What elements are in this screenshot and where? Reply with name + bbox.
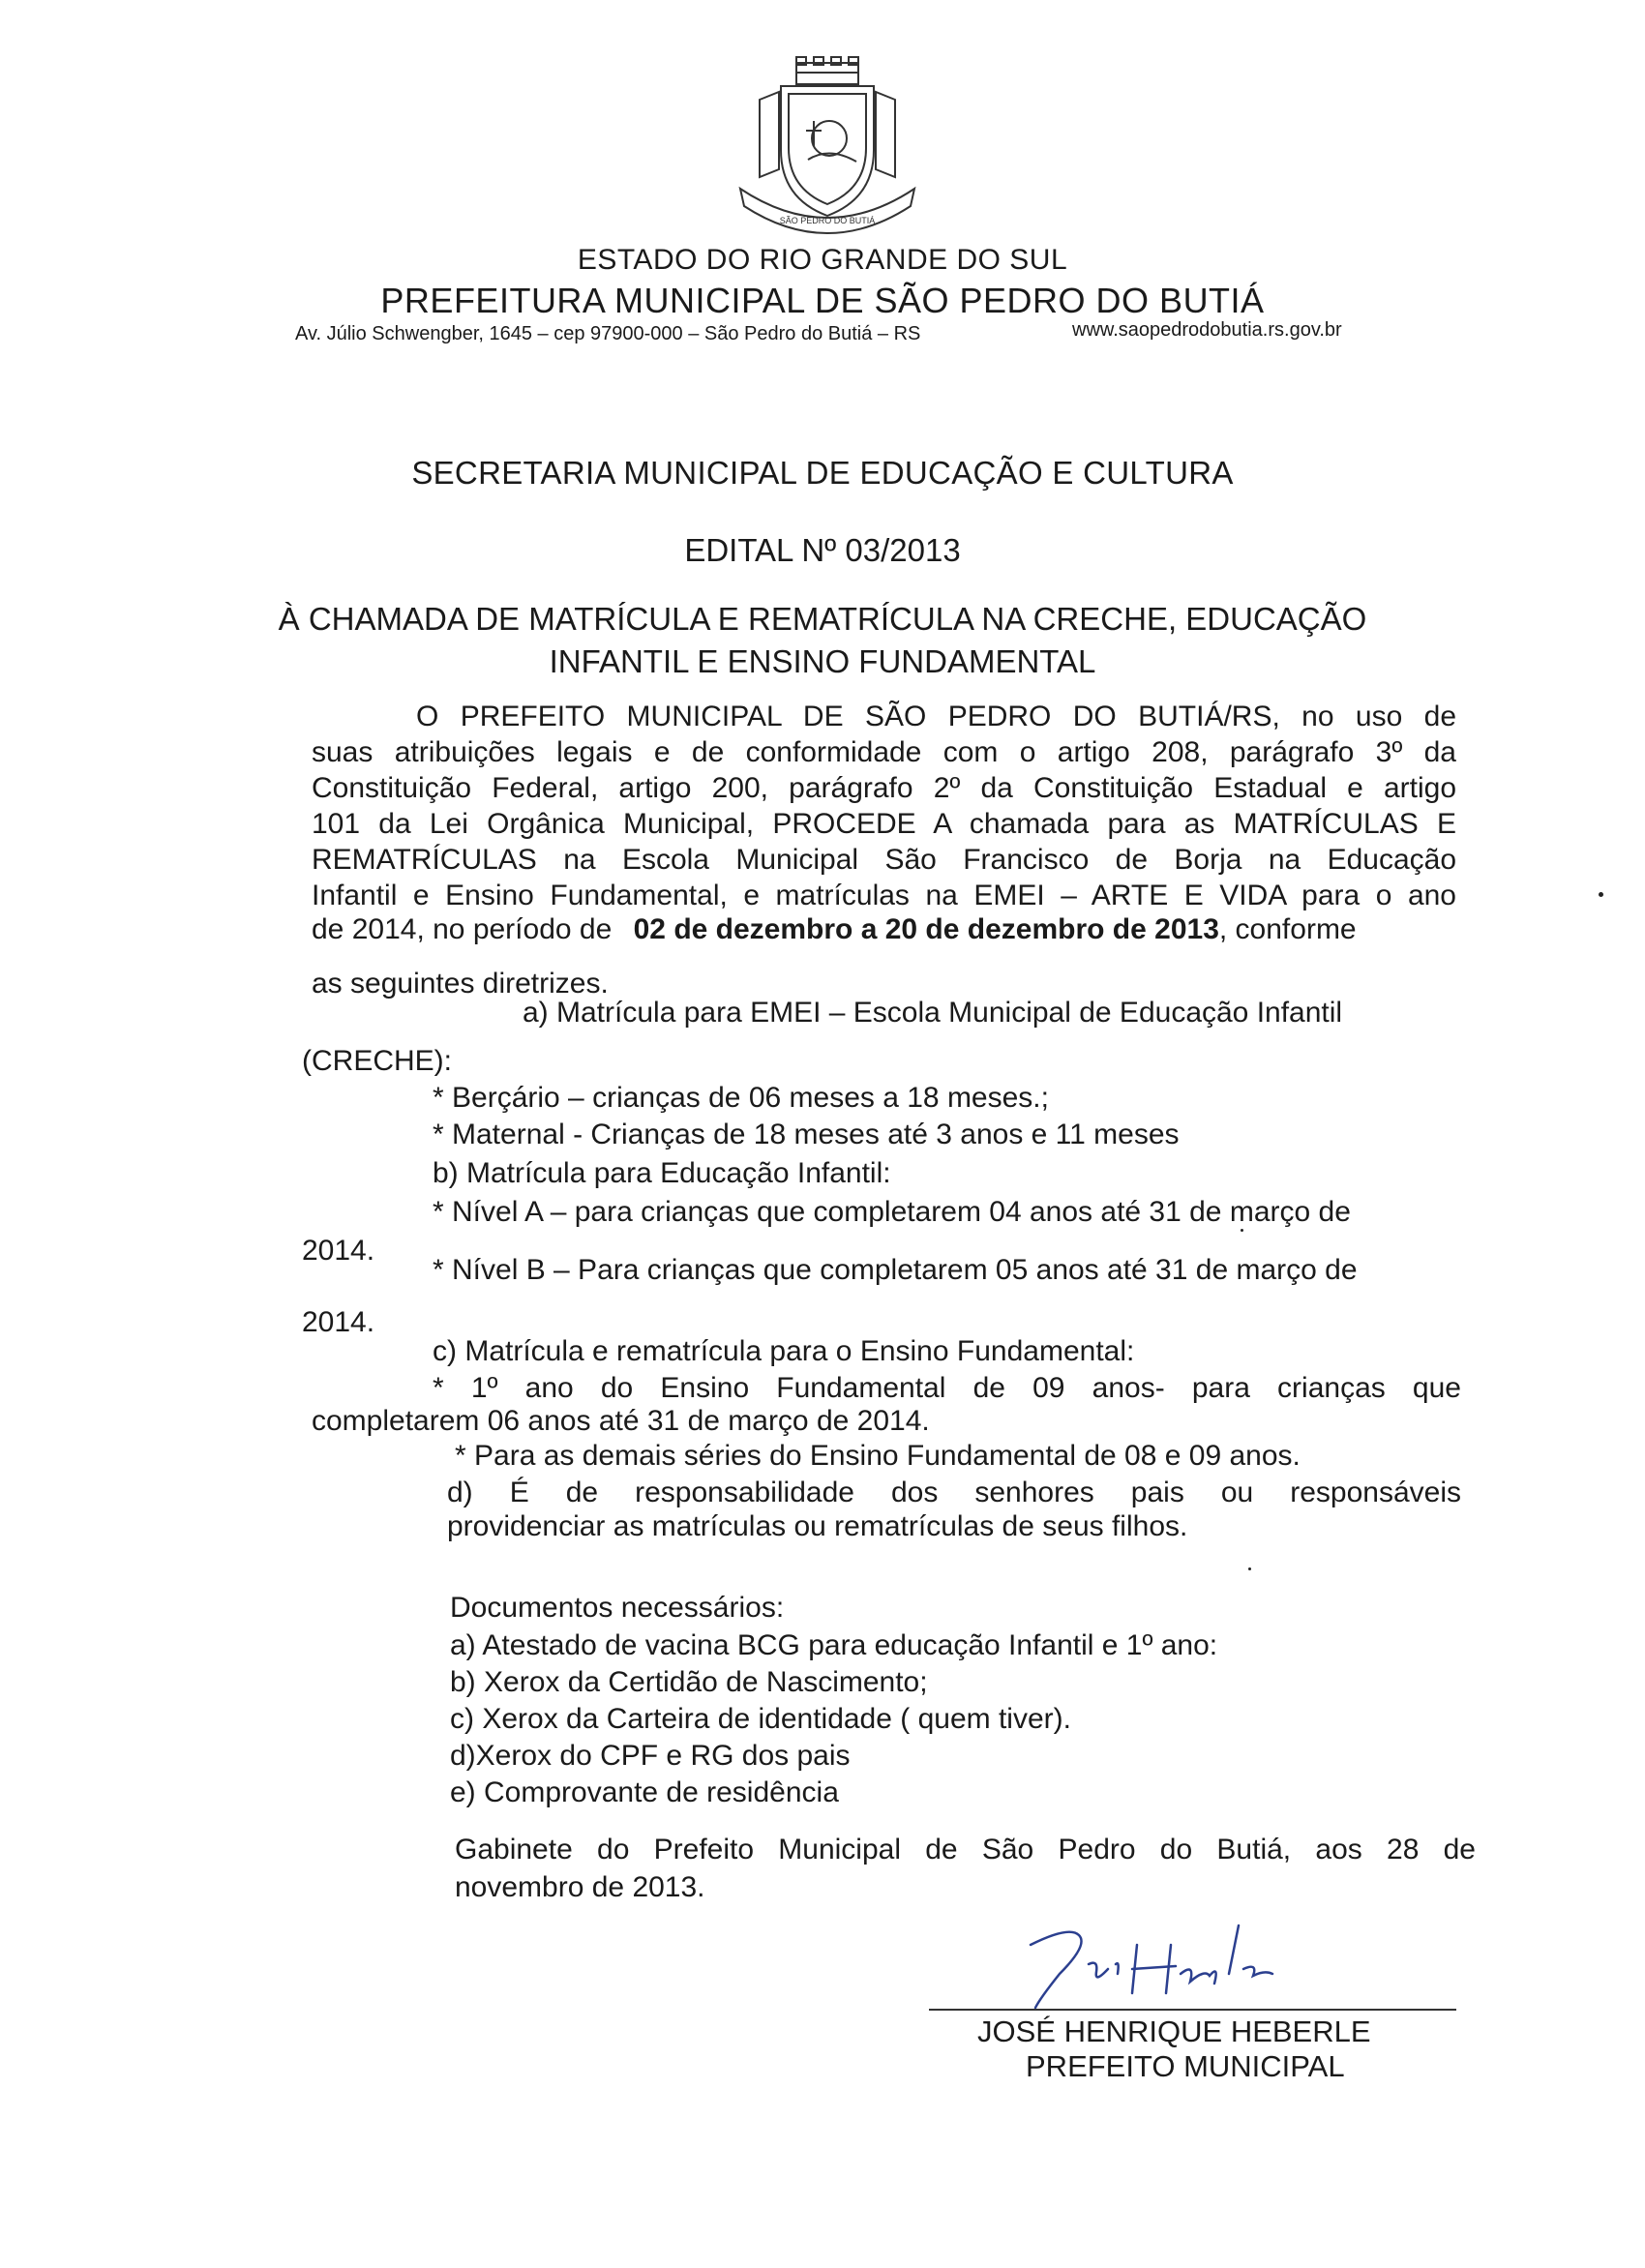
item-nivel-b: * Nível B – Para crianças que completarem 05 anos até 31 de março de <box>433 1254 1358 1286</box>
intro-line-5: REMATRÍCULAS na Escola Municipal São Francisco de Borja na Educação <box>312 844 1456 876</box>
documents-heading: Documentos necessários: <box>450 1592 785 1624</box>
item-b: b) Matrícula para Educação Infantil: <box>433 1157 891 1189</box>
item-nivel-b-year: 2014. <box>302 1306 375 1338</box>
item-a-line-2: (CRECHE): <box>302 1045 452 1077</box>
item-c-demais: * Para as demais séries do Ensino Fundamental de 08 e 09 anos. <box>455 1440 1301 1472</box>
scan-speck <box>1241 1229 1243 1232</box>
item-c: c) Matrícula e rematrícula para o Ensino Fundamental: <box>433 1335 1135 1367</box>
handwritten-signature <box>1011 1916 1301 2022</box>
intro-line-7 <box>312 913 1357 946</box>
item-d-line-2: providenciar as matrículas ou rematrículas de seus filhos. <box>447 1510 1188 1542</box>
mayor-name: JOSÉ HENRIQUE HEBERLE <box>977 2014 1371 2048</box>
document-item: b) Xerox da Certidão de Nascimento; <box>450 1666 928 1698</box>
municipal-crest-icon <box>721 53 934 247</box>
intro-line-1: O PREFEITO MUNICIPAL DE SÃO PEDRO DO BUTIÁ/RS, no uso de <box>416 701 1456 732</box>
scan-speck <box>1599 892 1603 897</box>
document-item: a) Atestado de vacina BCG para educação Infantil e 1º ano: <box>450 1629 1218 1661</box>
signature-line <box>929 2009 1456 2011</box>
chamada-line-2: INFANTIL E ENSINO FUNDAMENTAL <box>549 643 1096 679</box>
state-name: ESTADO DO RIO GRANDE DO SUL <box>577 244 1068 276</box>
address: Av. Júlio Schwengber, 1645 – cep 97900-000 – São Pedro do Butiá – RS <box>295 323 921 344</box>
intro-line-7-end: , conforme <box>1218 913 1357 945</box>
item-c-ano-line-1: * 1º ano do Ensino Fundamental de 09 anos- para crianças que <box>433 1372 1461 1404</box>
closing-line-2: novembro de 2013. <box>455 1871 705 1903</box>
item-nivel-a-year: 2014. <box>302 1235 375 1267</box>
mayor-title: PREFEITO MUNICIPAL <box>1026 2049 1345 2083</box>
document-item: e) Comprovante de residência <box>450 1776 839 1808</box>
enrollment-period: 02 de dezembro a 20 de dezembro de 2013 <box>633 913 1219 945</box>
intro-line-4: 101 da Lei Orgânica Municipal, PROCEDE A chamada para as MATRÍCULAS E <box>312 808 1456 840</box>
scan-speck <box>1248 1567 1251 1570</box>
closing-line-1: Gabinete do Prefeito Municipal de São Pedro do Butiá, aos 28 de <box>455 1834 1476 1865</box>
item-a-line-1: a) Matrícula para EMEI – Escola Municipal de Educação Infantil <box>523 997 1343 1029</box>
item-bercario: * Berçário – crianças de 06 meses a 18 meses.; <box>433 1082 1049 1114</box>
prefeitura-name: PREFEITURA MUNICIPAL DE SÃO PEDRO DO BUTIÁ <box>380 281 1265 320</box>
item-c-ano-line-2: completarem 06 anos até 31 de março de 2014. <box>312 1405 930 1437</box>
item-d-line-1: d) É de responsabilidade dos senhores pais ou responsáveis <box>447 1477 1461 1508</box>
intro-line-6: Infantil e Ensino Fundamental, e matrículas na EMEI – ARTE E VIDA para o ano <box>312 880 1456 911</box>
chamada-line-1: À CHAMADA DE MATRÍCULA E REMATRÍCULA NA CRECHE, EDUCAÇÃO <box>278 601 1367 637</box>
intro-line-3: Constituição Federal, artigo 200, parágrafo 2º da Constituição Estadual e artigo <box>312 772 1456 804</box>
document-item: c) Xerox da Carteira de identidade ( quem tiver). <box>450 1703 1071 1735</box>
item-maternal: * Maternal - Crianças de 18 meses até 3 anos e 11 meses <box>433 1119 1180 1150</box>
intro-line-2: suas atribuições legais e de conformidade com o artigo 208, parágrafo 3º da <box>312 736 1456 768</box>
document-item: d)Xerox do CPF e RG dos pais <box>450 1740 851 1772</box>
website-link[interactable]: www.saopedrodobutia.rs.gov.br <box>1072 319 1342 341</box>
chamada-title <box>0 598 1645 683</box>
svg-text:SÃO PEDRO DO BUTIÁ: SÃO PEDRO DO BUTIÁ <box>779 216 876 225</box>
secretaria-title: SECRETARIA MUNICIPAL DE EDUCAÇÃO E CULTURA <box>411 455 1234 491</box>
edital-number: EDITAL Nº 03/2013 <box>684 532 961 568</box>
item-nivel-a: * Nível A – para crianças que completarem 04 anos até 31 de março de <box>433 1196 1351 1228</box>
intro-line-8: as seguintes diretrizes. <box>312 968 609 1000</box>
intro-line-7-start: de 2014, no período de <box>312 913 613 945</box>
